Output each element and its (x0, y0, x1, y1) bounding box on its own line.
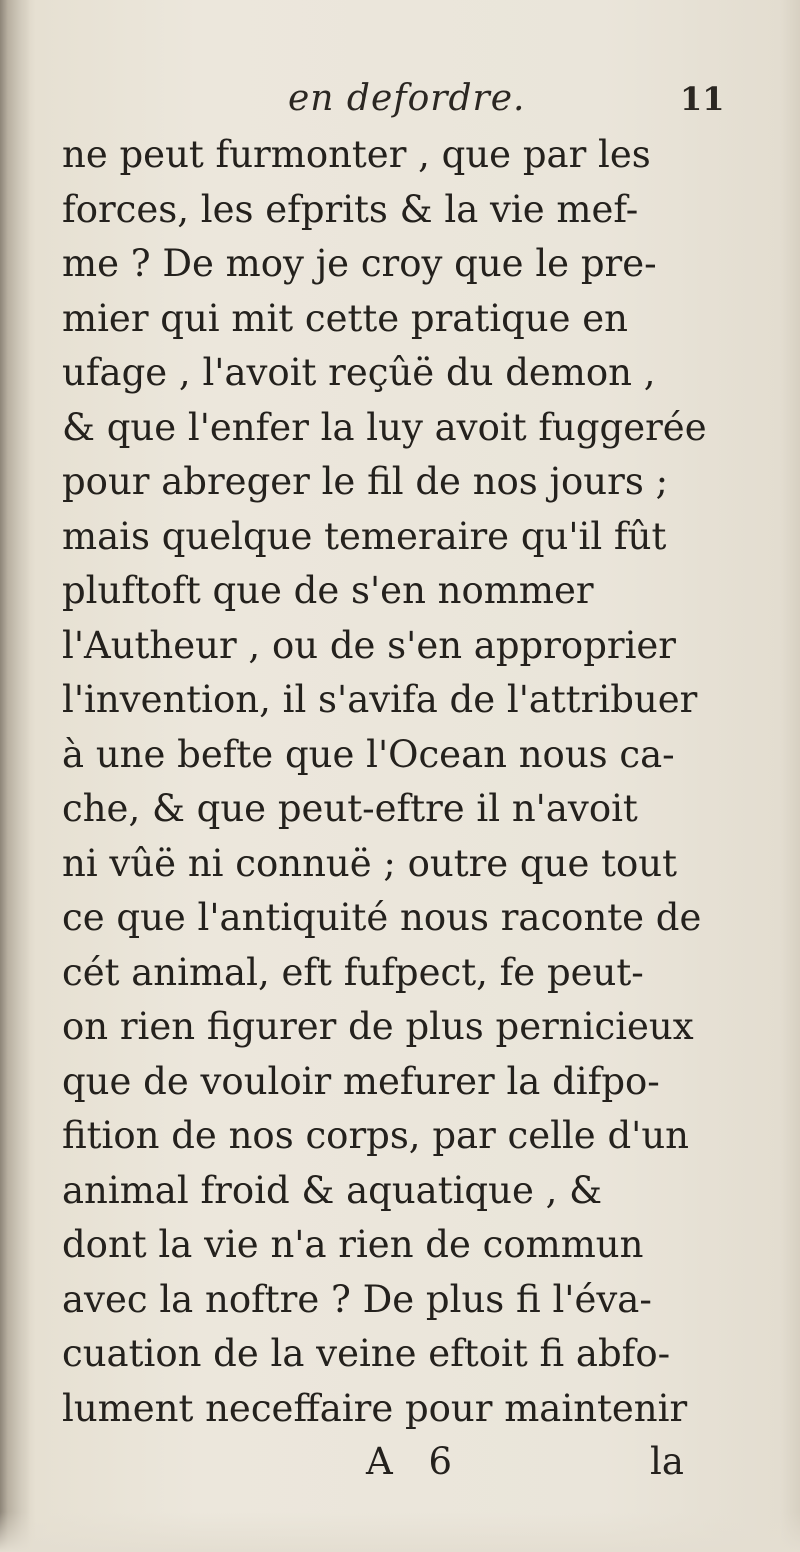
text-line: avec la noftre ? De plus fi l'éva- (62, 1277, 652, 1321)
running-head (0, 78, 800, 128)
text-line: pluftoft que de s'en nommer (62, 569, 594, 612)
text-line: ni vûë ni connuë ; outre que tout (62, 841, 677, 885)
text-line: à une befte que l'Ocean nous ca- (62, 732, 675, 776)
text-line: che, & que peut-eftre il n'avoit (62, 787, 638, 830)
text-line: animal froid & aquatique , & (62, 1168, 603, 1212)
text-line: dont la vie n'a rien de commun (62, 1223, 644, 1266)
text-line: que de vouloir mefurer la difpo- (62, 1059, 660, 1103)
text-line: cét animal, eft fufpect, fe peut- (62, 950, 644, 994)
text-line: forces, les efprits & la vie mef- (62, 187, 639, 231)
text-line: cuation de la veine eftoit fi abfo- (62, 1332, 671, 1375)
page-number: 11 (680, 80, 725, 118)
text-line: mier qui mit cette pratique en (62, 296, 628, 340)
text-line: l'Autheur , ou de s'en approprier (62, 623, 676, 667)
catchword: la (650, 1440, 684, 1483)
page-bottom-margin (0, 1512, 800, 1552)
text-line: ne peut furmonter , que par les (62, 133, 651, 176)
signature-mark: A 6 (366, 1440, 465, 1483)
text-line: mais quelque temeraire qu'il fût (62, 514, 667, 558)
text-line: & que l'enfer la luy avoit fuggerée (62, 405, 707, 449)
text-line: fition de nos corps, par celle d'un (62, 1114, 689, 1157)
body-text (62, 128, 742, 1436)
page-gutter-shadow (0, 0, 30, 1552)
page-footer (0, 1440, 800, 1490)
text-line: ce que l'antiquité nous raconte de (62, 896, 702, 939)
text-line: l'invention, il s'avifa de l'attribuer (62, 678, 698, 721)
text-line: pour abreger le fil de nos jours ; (62, 460, 669, 503)
text-line: ufage , l'avoit reçûë du demon , (62, 351, 656, 394)
text-line: on rien figurer de plus pernicieux (62, 1005, 694, 1048)
text-line: lument neceffaire pour maintenir (62, 1386, 688, 1430)
running-head-title: en defordre. (288, 78, 526, 119)
text-line: me ? De moy je croy que le pre- (62, 242, 657, 285)
